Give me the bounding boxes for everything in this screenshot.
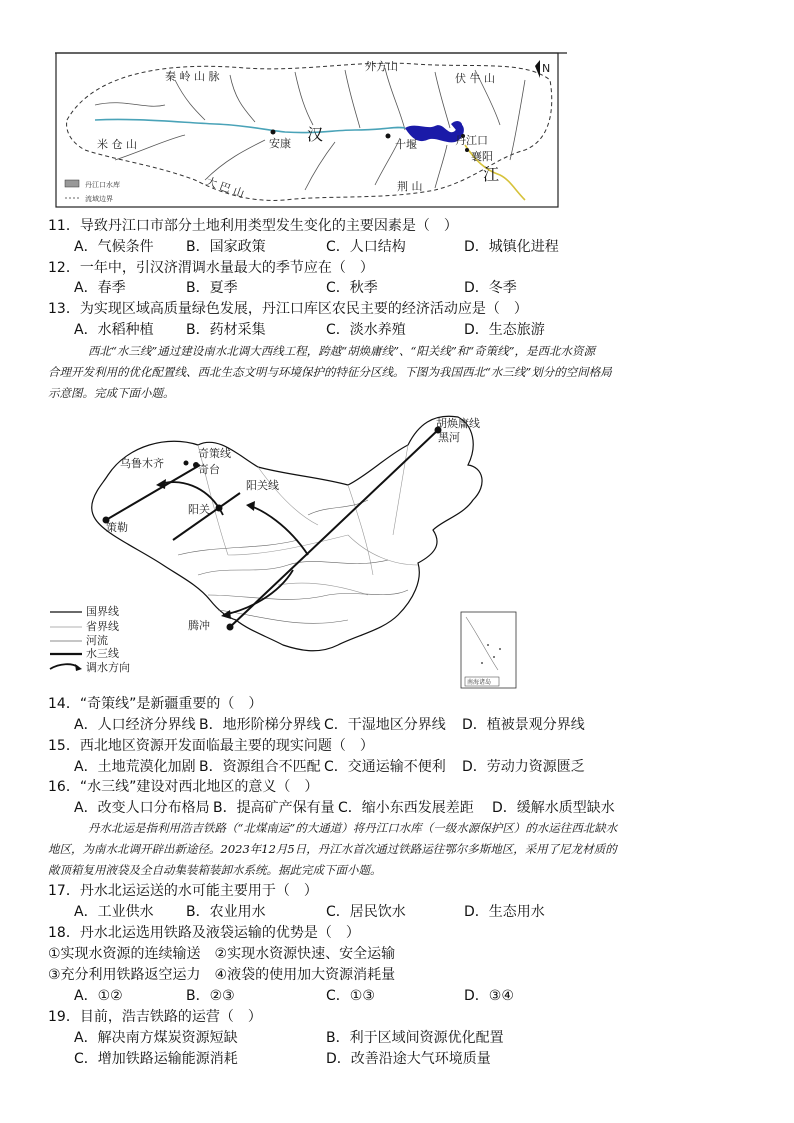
question-15: 15．西北地区资源开发面临最主要的现实问题（ ） xyxy=(48,738,374,754)
option[interactable]: A．春季 xyxy=(74,280,126,296)
option[interactable]: A．①② xyxy=(74,988,123,1004)
label-qinling: 秦 岭 山 脉 xyxy=(165,70,220,83)
option[interactable]: D．生态用水 xyxy=(464,904,545,920)
china-water-lines-map xyxy=(48,405,528,693)
label-huhuanyong: 胡焕庸线 xyxy=(436,417,480,430)
question-19: 19．目前，浩吉铁路的运营（ ） xyxy=(48,1009,262,1025)
question-18: 18．丹水北运选用铁路及液袋运输的优势是（ ） xyxy=(48,925,360,941)
question-13: 13．为实现区域高质量绿色发展，丹江口库区农民主要的经济活动应是（ ） xyxy=(48,301,528,317)
option[interactable]: D．植被景观分界线 xyxy=(462,717,585,733)
question-15-options xyxy=(74,758,585,776)
question-19-options-row1 xyxy=(74,1029,504,1047)
label-funiu: 伏 牛 山 xyxy=(455,72,495,85)
svg-text:国界线: 国界线 xyxy=(86,605,119,618)
label-qice: 奇策线 xyxy=(198,447,231,460)
question-14: 14．“奇策线”是新疆重要的（ ） xyxy=(48,696,263,712)
label-micang: 米 仓 山 xyxy=(97,138,137,151)
label-daba: 大 巴 山 xyxy=(203,174,247,201)
option[interactable]: C．交通运输不便利 xyxy=(324,759,446,775)
option[interactable]: A．水稻种植 xyxy=(74,322,154,338)
question-11: 11．导致丹江口市部分土地利用类型发生变化的主要因素是（ ） xyxy=(48,218,458,234)
label-ankang: 安康 xyxy=(269,137,291,150)
map2-legend xyxy=(50,604,130,674)
label-cele: 策勒 xyxy=(106,521,128,534)
option[interactable]: C．干湿地区分界线 xyxy=(324,717,446,733)
question-19-options-row2 xyxy=(74,1050,491,1068)
label-yangguan: 阳关 xyxy=(188,503,210,516)
label-urumqi: 乌鲁木齐 xyxy=(120,457,164,470)
svg-text:调水方向: 调水方向 xyxy=(86,661,130,674)
option[interactable]: A．解决南方煤炭资源短缺 xyxy=(74,1030,238,1046)
option[interactable]: A．气候条件 xyxy=(74,239,154,255)
passage-water-three-lines: 西北“水三线”通过建设南水北调大西线工程，跨越“胡焕庸线”、“阳关线”和“奇策线”，是西北水资源 合理开发利用的优化配置线、西北生态文明与环境保护的特征分区线。下图为我国西北“水三线”划分的空间格局 示意图。完成下面小题。 xyxy=(48,344,612,400)
label-waifang: 外方山 xyxy=(365,60,398,73)
label-tengchong: 腾冲 xyxy=(188,619,210,632)
option[interactable]: C．淡水养殖 xyxy=(326,322,406,338)
label-jiang: 江 xyxy=(483,165,500,184)
label-qitai: 奇台 xyxy=(198,463,220,476)
label-han: 汉 xyxy=(307,125,324,144)
option[interactable]: B．利于区域间资源优化配置 xyxy=(326,1030,504,1046)
option[interactable]: B．提高矿产保有量 xyxy=(213,800,335,816)
option[interactable]: C．秋季 xyxy=(326,280,378,296)
option[interactable]: D．冬季 xyxy=(464,280,517,296)
south-china-sea-inset xyxy=(461,612,516,688)
svg-text:省界线: 省界线 xyxy=(86,620,119,633)
svg-text:南海诸岛: 南海诸岛 xyxy=(467,679,492,686)
option[interactable]: C．人口结构 xyxy=(326,239,406,255)
option[interactable]: B．地形阶梯分界线 xyxy=(199,717,321,733)
svg-text:N: N xyxy=(542,62,551,75)
question-12: 12．一年中，引汉济渭调水量最大的季节应在（ ） xyxy=(48,260,374,276)
question-12-options xyxy=(74,279,517,297)
option[interactable]: D．③④ xyxy=(464,988,514,1004)
question-17-options xyxy=(74,903,545,921)
option[interactable]: B．②③ xyxy=(186,988,235,1004)
question-18-statements-2: ③充分利用铁路返空运力 ④液袋的使用加大资源消耗量 xyxy=(48,967,396,983)
label-shiyan: 十堰 xyxy=(395,138,417,151)
question-18-statements-1: ①实现水资源的连续输送 ②实现水资源快速、安全运输 xyxy=(48,946,396,962)
option[interactable]: B．药材采集 xyxy=(186,322,266,338)
svg-text:河流: 河流 xyxy=(86,634,108,647)
option[interactable]: B．夏季 xyxy=(186,280,238,296)
option[interactable]: C．居民饮水 xyxy=(326,904,406,920)
option[interactable]: B．资源组合不匹配 xyxy=(199,759,321,775)
option[interactable]: C．①③ xyxy=(326,988,375,1004)
question-17: 17．丹水北运运送的水可能主要用于（ ） xyxy=(48,883,318,899)
label-xiangyang: 襄阳 xyxy=(471,150,493,163)
label-jingshan: 荆 山 xyxy=(397,180,423,193)
option[interactable]: D．生态旅游 xyxy=(464,322,545,338)
option[interactable]: D．城镇化进程 xyxy=(464,239,559,255)
question-14-options xyxy=(74,716,585,734)
svg-text:水三线: 水三线 xyxy=(86,647,119,660)
label-yangguanxian: 阳关线 xyxy=(246,479,279,492)
option[interactable]: A．工业供水 xyxy=(74,904,154,920)
option[interactable]: B．国家政策 xyxy=(186,239,266,255)
question-13-options xyxy=(74,321,545,339)
svg-text:流域边界: 流域边界 xyxy=(85,195,113,203)
option[interactable]: A．土地荒漠化加剧 xyxy=(74,759,196,775)
option[interactable]: A．改变人口分布格局 xyxy=(74,800,210,816)
option[interactable]: D．改善沿途大气环境质量 xyxy=(326,1051,491,1067)
option[interactable]: C．增加铁路运输能源消耗 xyxy=(74,1051,238,1067)
option[interactable]: D．缓解水质型缺水 xyxy=(492,800,615,816)
option[interactable]: C．缩小东西发展差距 xyxy=(338,800,474,816)
question-18-options xyxy=(74,987,514,1005)
svg-text:丹江口水库: 丹江口水库 xyxy=(85,181,120,189)
question-11-options xyxy=(74,238,559,256)
han-river-map xyxy=(55,50,567,210)
label-danjiangkou: 丹江口 xyxy=(455,134,488,147)
option[interactable]: B．农业用水 xyxy=(186,904,266,920)
option[interactable]: D．劳动力资源匮乏 xyxy=(462,759,585,775)
passage-danshui-north: 丹水北运是指利用浩吉铁路（“北煤南运”的大通道）将丹江口水库（一级水源保护区）的水运往西北缺水 地区，为南水北调开辟出新途径。2023年12月5日，丹江水首次通过铁路运往鄂尔多斯地区，采用了尼龙材质的 敞顶箱复用液袋及全自动集装箱装卸水系统。据此完成下面小题。 xyxy=(48,821,618,877)
option[interactable]: A．人口经济分界线 xyxy=(74,717,196,733)
question-16: 16．“水三线”建设对西北地区的意义（ ） xyxy=(48,779,319,795)
label-heihe: 黑河 xyxy=(438,431,460,444)
question-16-options xyxy=(74,799,615,817)
